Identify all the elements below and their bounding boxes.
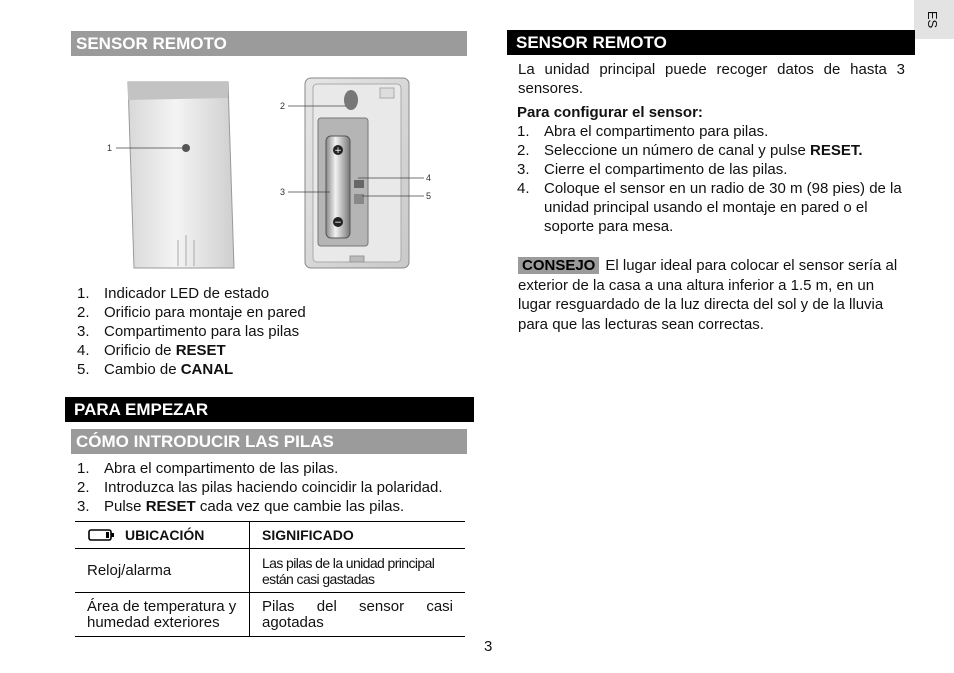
table-cell-meaning: Las pilas de la unidad principal están casi gastadas (250, 549, 466, 593)
tip-text: El lugar ideal para colocar el sensor sería al exterior de la casa a una altura inferior a 1.5 m, en un lugar resguardado de la luz directa del sol y de la lluvia para que las lecturas sean correctas. (518, 257, 898, 333)
table-header-meaning: SIGNIFICADO (250, 522, 466, 549)
list-item: 2. Orificio para montaje en pared (77, 304, 306, 321)
list-item: 4. Coloque el sensor en un radio de 30 m (98 pies) de la unidad principal usando el montaje en pared o el soporte para mesa. (517, 180, 902, 235)
list-item: 3. Cierre el compartimento de las pilas. (517, 161, 788, 178)
callout-2: 2 (280, 101, 286, 111)
svg-text:−: − (334, 218, 342, 228)
list-item: 2. Introduzca las pilas haciendo coincidir la polaridad. (77, 479, 443, 496)
callout-1: 1 (107, 143, 113, 153)
list-item: 3. Pulse RESET cada vez que cambie las pilas. (77, 498, 405, 515)
intro-paragraph: La unidad principal puede recoger datos de hasta 3 sensores. (518, 61, 905, 97)
list-item: 3. Compartimento para las pilas (77, 323, 300, 340)
config-steps (517, 122, 905, 236)
table-cell-location: Reloj/alarma (87, 562, 172, 579)
list-item: 1. Indicador LED de estado (77, 285, 270, 302)
table-header-location: UBICACIÓN (125, 527, 205, 543)
section-title-como-introducir: CÓMO INTRODUCIR LAS PILAS (71, 429, 467, 454)
table-cell-location: Área de temperatura y humedad exteriores (87, 597, 237, 631)
tip-paragraph (518, 256, 905, 334)
svg-text:+: + (334, 146, 342, 156)
callout-5: 5 (426, 191, 432, 201)
wall-mount-hole-icon (344, 90, 358, 110)
section-title-sensor-remoto: SENSOR REMOTO (71, 31, 467, 56)
list-item: 4. Orificio de RESET (77, 342, 226, 359)
battery-low-icon (87, 528, 117, 542)
list-item: 1. Abra el compartimento para pilas. (517, 123, 769, 140)
battery-status-table (75, 521, 465, 637)
parts-list (77, 284, 477, 379)
list-item: 5. Cambio de CANAL (77, 361, 234, 378)
callout-3: 3 (280, 187, 286, 197)
table-row (75, 549, 465, 593)
sensor-front-view (128, 82, 234, 268)
reset-hole-icon (354, 180, 364, 188)
list-item: 1. Abra el compartimento de las pilas. (77, 460, 339, 477)
page-number: 3 (484, 638, 493, 655)
channel-switch-icon (354, 194, 364, 204)
section-title-sensor-remoto-right: SENSOR REMOTO (507, 30, 915, 55)
sensor-back-view (305, 78, 409, 268)
callout-4: 4 (426, 173, 432, 183)
battery-steps (77, 459, 477, 516)
led-indicator-icon (182, 144, 190, 152)
section-title-para-empezar: PARA EMPEZAR (65, 397, 474, 422)
tip-label: CONSEJO (518, 257, 599, 274)
list-item: 2. Seleccione un número de canal y pulse RESET. (517, 142, 863, 159)
language-label: ES (925, 10, 941, 29)
config-heading: Para configurar el sensor: (517, 104, 703, 121)
table-cell-meaning: Pilas del sensor casi agotadas (250, 593, 466, 637)
sensor-illustration (100, 70, 440, 275)
table-row (75, 593, 465, 637)
language-tab (914, 0, 954, 39)
table-header-row (75, 522, 465, 549)
